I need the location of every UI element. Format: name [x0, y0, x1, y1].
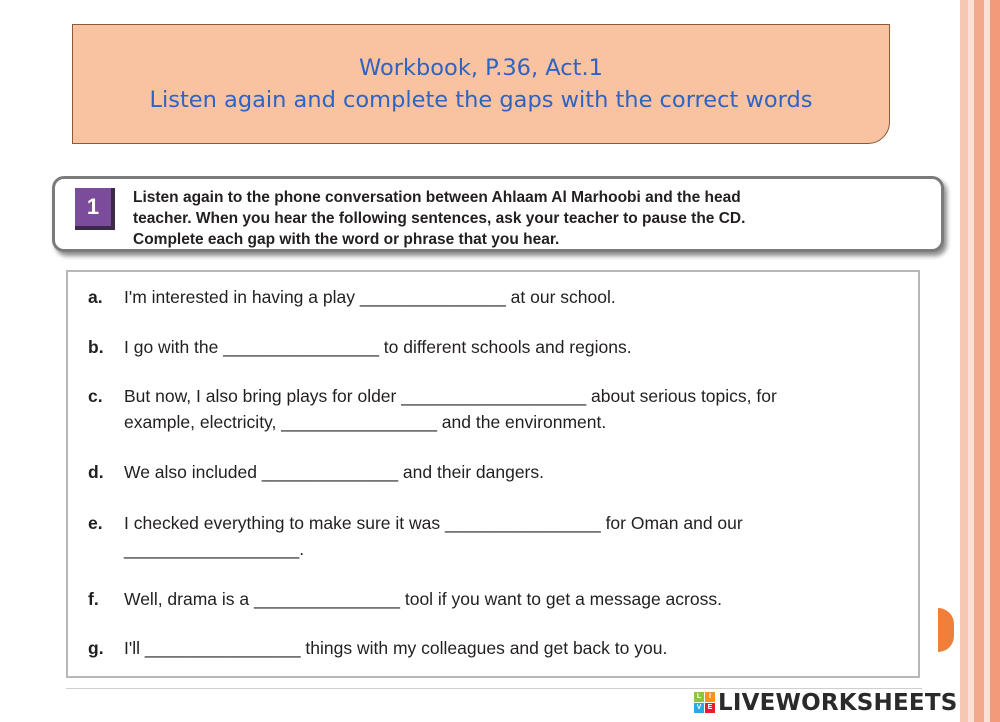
exercise-item-b	[88, 334, 888, 360]
item-text: I'll ________________ things with my colleagues and get back to you.	[124, 638, 668, 658]
instruction-line: Listen again to the phone conversation between Ahlaam Al Marhoobi and the head	[133, 189, 741, 206]
item-letter: d.	[88, 462, 104, 482]
stripe	[974, 0, 984, 722]
item-letter: b.	[88, 337, 104, 357]
item-letter: c.	[88, 386, 103, 406]
watermark-text: LIVEWORKSHEETS	[718, 690, 958, 716]
item-letter: f.	[88, 589, 99, 609]
item-text: But now, I also bring plays for older ___________________ about serious topics, for	[124, 386, 777, 406]
exercise-item-d	[88, 459, 888, 485]
logo-letter: V	[694, 703, 704, 713]
item-text: I checked everything to make sure it was ________________ for Oman and our	[124, 513, 743, 533]
stripe	[990, 0, 1000, 722]
item-text: I go with the ________________ to different schools and regions.	[124, 337, 632, 357]
liveworksheets-watermark	[694, 688, 957, 718]
exercise-item-f	[88, 586, 888, 612]
item-letter: a.	[88, 287, 103, 307]
activity-number-badge: 1	[75, 188, 115, 230]
instruction-line: Complete each gap with the word or phrase that you hear.	[133, 231, 560, 248]
title-line-2: Listen again and complete the gaps with the correct words	[149, 87, 813, 113]
logo-letter: I	[705, 692, 715, 702]
exercise-item-e	[88, 510, 888, 562]
instruction-text	[133, 187, 933, 250]
item-text-continued: example, electricity, ________________ and the environment.	[124, 412, 607, 432]
exercise-item-g	[88, 635, 888, 661]
logo-letter: E	[705, 703, 715, 713]
exercise-item-c	[88, 383, 888, 435]
exercise-item-a	[88, 284, 888, 310]
decorative-stripes	[952, 0, 1000, 722]
item-text: We also included ______________ and their dangers.	[124, 462, 544, 482]
item-letter: e.	[88, 513, 103, 533]
item-text: I'm interested in having a play _______________ at our school.	[124, 287, 616, 307]
title-line-1: Workbook, P.36, Act.1	[359, 55, 603, 81]
liveworksheets-logo-icon	[694, 692, 716, 714]
instruction-box	[52, 176, 944, 252]
instruction-line: teacher. When you hear the following sentences, ask your teacher to pause the CD.	[133, 210, 746, 227]
item-text: Well, drama is a _______________ tool if you want to get a message across.	[124, 589, 722, 609]
exercise-box	[66, 270, 920, 678]
item-letter: g.	[88, 638, 104, 658]
stripe	[960, 0, 968, 722]
title-box	[72, 24, 890, 144]
logo-letter: L	[694, 692, 704, 702]
item-text-continued: __________________.	[124, 539, 305, 559]
